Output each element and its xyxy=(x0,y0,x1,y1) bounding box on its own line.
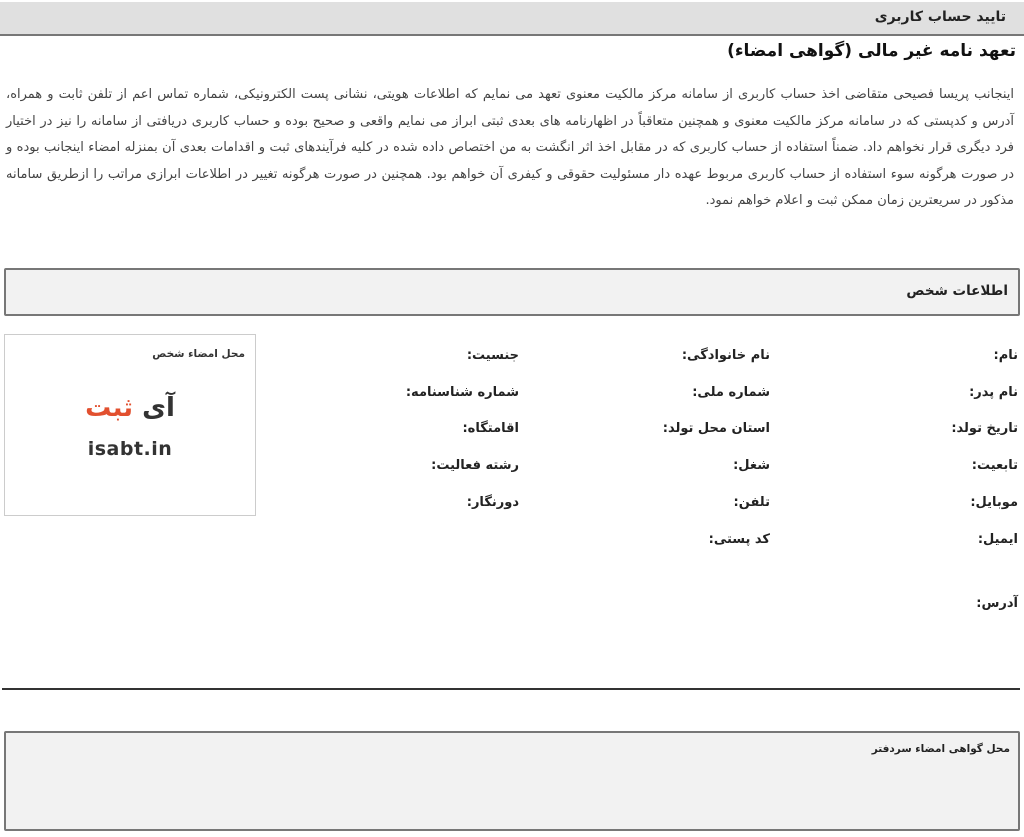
field-postal-code: کد پستی: xyxy=(708,532,770,547)
field-fax: دورنگار: xyxy=(466,495,519,510)
commitment-paragraph: اینجانب پریسا فصیحی متقاضی اخذ حساب کاربری از سامانه مرکز مالکیت معنوی تعهد می نمایم که اطلاعات هویتی، نشانی پست الکترونیکی، شماره تماس اعم از تلفن ثابت و همراه، آدرس و کدپستی که در سامانه مرکز مالکیت معنوی و همچنین متعاقباً در اظهارنامه های بعدی ثبتی ابراز می نمایم واقعی و صحیح بوده و حساب کاربری دریافتی از سامانه را نیز در اختیار فرد دیگری قرار نخواهم داد. ضمناً استفاده از حساب کاربری که در مقابل اخذ اثر انگشت به من اختصاص داده شده در کلیه فرآیندهای ثبت و اقدامات بعدی آن بمنزله امضاء اینجانب بوده و در صورت هرگونه سوء استفاده از حساب کاربری مربوط عهده دار مسئولیت حقوقی و کیفری آن خواهم بود. همچنین در صورت هرگونه تغییر در اطلاعات ابرازی مراتب را ازطریق سامانه مذکور در سریعترین زمان ممکن ثبت و اعلام خواهم نمود. xyxy=(6,87,1014,208)
watermark-url: isabt.in xyxy=(87,438,173,460)
page-header-bar xyxy=(0,2,1024,36)
field-father-name: نام پدر: xyxy=(969,385,1018,400)
field-birth-cert-no: شماره شناسنامه: xyxy=(405,385,519,400)
field-email: ایمیل: xyxy=(977,532,1018,547)
field-occupation: شغل: xyxy=(733,458,770,473)
field-first-name: نام: xyxy=(993,348,1018,363)
watermark-prefix: آی xyxy=(142,393,175,423)
notary-signature-label: محل گواهی امضاء سردفتر xyxy=(871,743,1010,755)
person-signature-box xyxy=(4,334,256,516)
field-mobile: موبایل: xyxy=(970,495,1018,510)
field-residence: اقامتگاه: xyxy=(462,421,519,436)
watermark-accent: ثبت xyxy=(85,393,134,423)
field-phone: تلفن: xyxy=(733,495,770,510)
document-title: تعهد نامه غیر مالی (گواهی امضاء) xyxy=(727,41,1016,61)
person-info-title: اطلاعات شخص xyxy=(906,283,1008,299)
field-nationality: تابعیت: xyxy=(971,458,1018,473)
notary-signature-box xyxy=(4,731,1020,831)
field-birth-date: تاریخ تولد: xyxy=(951,421,1018,436)
section-divider xyxy=(2,688,1020,690)
field-birth-province: استان محل تولد: xyxy=(662,421,770,436)
person-info-section-header xyxy=(4,268,1020,316)
field-address: آدرس: xyxy=(976,596,1018,611)
field-gender: جنسیت: xyxy=(466,348,519,363)
field-field-of-activity: رشته فعالیت: xyxy=(431,458,519,473)
person-signature-label: محل امضاء شخص xyxy=(152,348,245,360)
page-header-title: تایید حساب کاربری xyxy=(874,9,1006,25)
field-national-id: شماره ملی: xyxy=(692,385,770,400)
watermark-logo xyxy=(5,393,255,423)
field-last-name: نام خانوادگی: xyxy=(681,348,770,363)
